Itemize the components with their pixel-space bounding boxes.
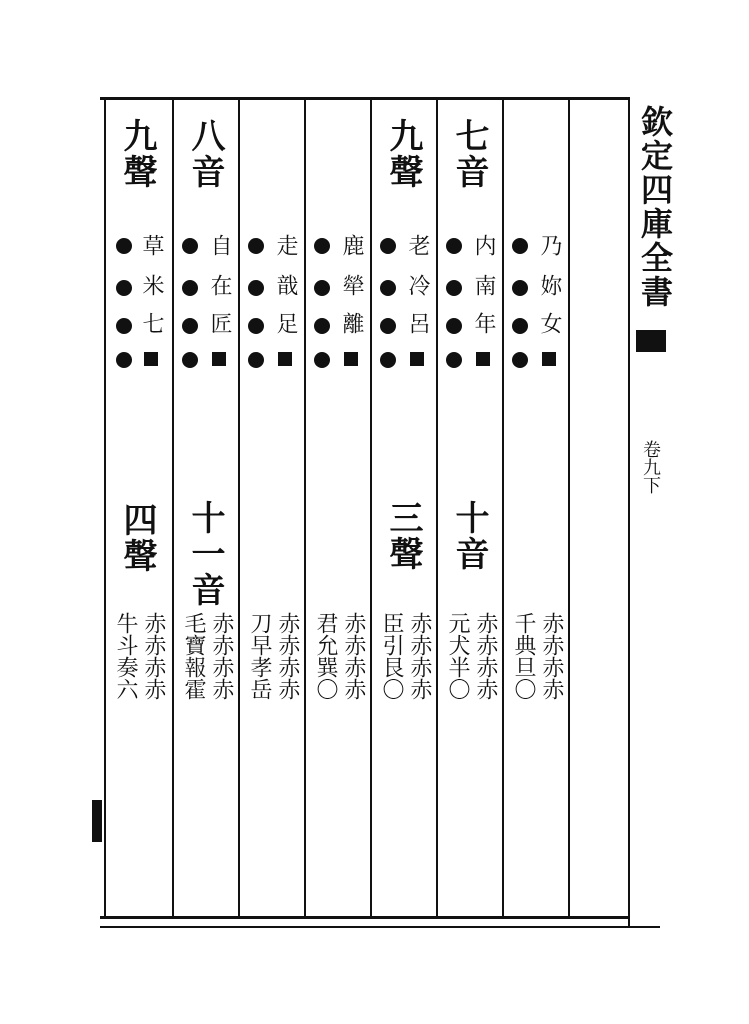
dot-marker — [248, 238, 264, 254]
column-char: 冷 — [405, 274, 430, 296]
text-column-3 — [306, 100, 370, 915]
text-column-5 — [438, 100, 502, 915]
margin-fishtail-mark — [636, 330, 666, 352]
tone-label: 十音 — [449, 500, 489, 572]
dot-marker — [380, 238, 396, 254]
column-char: 草 — [139, 234, 164, 256]
tone-label: 三聲 — [383, 500, 423, 572]
dot-marker — [116, 352, 132, 368]
dot-marker — [380, 280, 396, 296]
bottom-outer-line — [100, 926, 660, 928]
square-marker — [542, 352, 556, 366]
dot-marker — [446, 238, 462, 254]
reading-line-left: 千典旦〇 — [511, 612, 536, 700]
reading-line-left: 君允巽〇 — [313, 612, 338, 700]
reading-line-left: 牛斗奏六 — [113, 612, 138, 700]
dot-marker — [512, 238, 528, 254]
dot-marker — [314, 352, 330, 368]
reading-line-right: 赤赤赤赤 — [141, 612, 166, 700]
dot-marker — [182, 318, 198, 334]
column-char: 匠 — [207, 312, 232, 334]
dot-marker — [314, 238, 330, 254]
book-title: 欽定四庫全書 — [636, 105, 674, 309]
dot-marker — [182, 352, 198, 368]
right-border-line — [628, 98, 630, 928]
column-char: 離 — [339, 312, 364, 334]
column-char: 在 — [207, 274, 232, 296]
reading-line-right: 赤赤赤赤 — [341, 612, 366, 700]
dot-marker — [512, 280, 528, 296]
column-char: 鹿 — [339, 234, 364, 256]
reading-line-left: 刀早孝岳 — [247, 612, 272, 700]
dot-marker — [116, 238, 132, 254]
column-char: 女 — [537, 312, 562, 334]
dot-marker — [182, 238, 198, 254]
reading-line-left: 元犬半〇 — [445, 612, 470, 700]
reading-line-left: 毛寶報霍 — [181, 612, 206, 700]
dot-marker — [314, 318, 330, 334]
text-column-4 — [372, 100, 436, 915]
text-column-2 — [240, 100, 304, 915]
square-marker — [144, 352, 158, 366]
column-char: 米 — [139, 274, 164, 296]
square-marker — [212, 352, 226, 366]
left-margin-mark — [92, 800, 102, 842]
dot-marker — [116, 280, 132, 296]
bottom-border-line — [100, 916, 630, 919]
column-char: 老 — [405, 234, 430, 256]
dot-marker — [512, 352, 528, 368]
column-divider — [568, 98, 570, 918]
tone-label: 十一音 — [185, 500, 225, 608]
dot-marker — [182, 280, 198, 296]
column-char: 自 — [207, 234, 232, 256]
text-column-6 — [504, 100, 568, 915]
column-header: 九聲 — [117, 118, 157, 190]
square-marker — [410, 352, 424, 366]
dot-marker — [446, 318, 462, 334]
column-char: 妳 — [537, 274, 562, 296]
dot-marker — [248, 280, 264, 296]
tone-label: 四聲 — [117, 502, 157, 574]
text-column-0 — [106, 100, 172, 915]
column-char: 年 — [471, 312, 496, 334]
column-char: 足 — [273, 312, 298, 334]
column-char: 南 — [471, 274, 496, 296]
column-char: 戠 — [273, 274, 298, 296]
square-marker — [476, 352, 490, 366]
dot-marker — [446, 352, 462, 368]
reading-line-left: 臣引艮〇 — [379, 612, 404, 700]
volume-label: 卷九下 — [640, 440, 661, 494]
column-header: 七音 — [449, 118, 489, 190]
column-char: 犖 — [339, 274, 364, 296]
column-char: 走 — [273, 234, 298, 256]
dot-marker — [248, 318, 264, 334]
reading-line-right: 赤赤赤赤 — [539, 612, 564, 700]
text-column-1 — [174, 100, 238, 915]
column-char: 呂 — [405, 312, 430, 334]
dot-marker — [248, 352, 264, 368]
dot-marker — [380, 352, 396, 368]
dot-marker — [380, 318, 396, 334]
column-char: 乃 — [537, 234, 562, 256]
reading-line-right: 赤赤赤赤 — [473, 612, 498, 700]
square-marker — [278, 352, 292, 366]
reading-line-right: 赤赤赤赤 — [407, 612, 432, 700]
dot-marker — [512, 318, 528, 334]
column-char: 内 — [471, 234, 496, 256]
dot-marker — [446, 280, 462, 296]
dot-marker — [116, 318, 132, 334]
reading-line-right: 赤赤赤赤 — [275, 612, 300, 700]
column-char: 七 — [139, 312, 164, 334]
reading-line-right: 赤赤赤赤 — [209, 612, 234, 700]
column-header: 九聲 — [383, 118, 423, 190]
dot-marker — [314, 280, 330, 296]
square-marker — [344, 352, 358, 366]
column-header: 八音 — [185, 118, 225, 190]
